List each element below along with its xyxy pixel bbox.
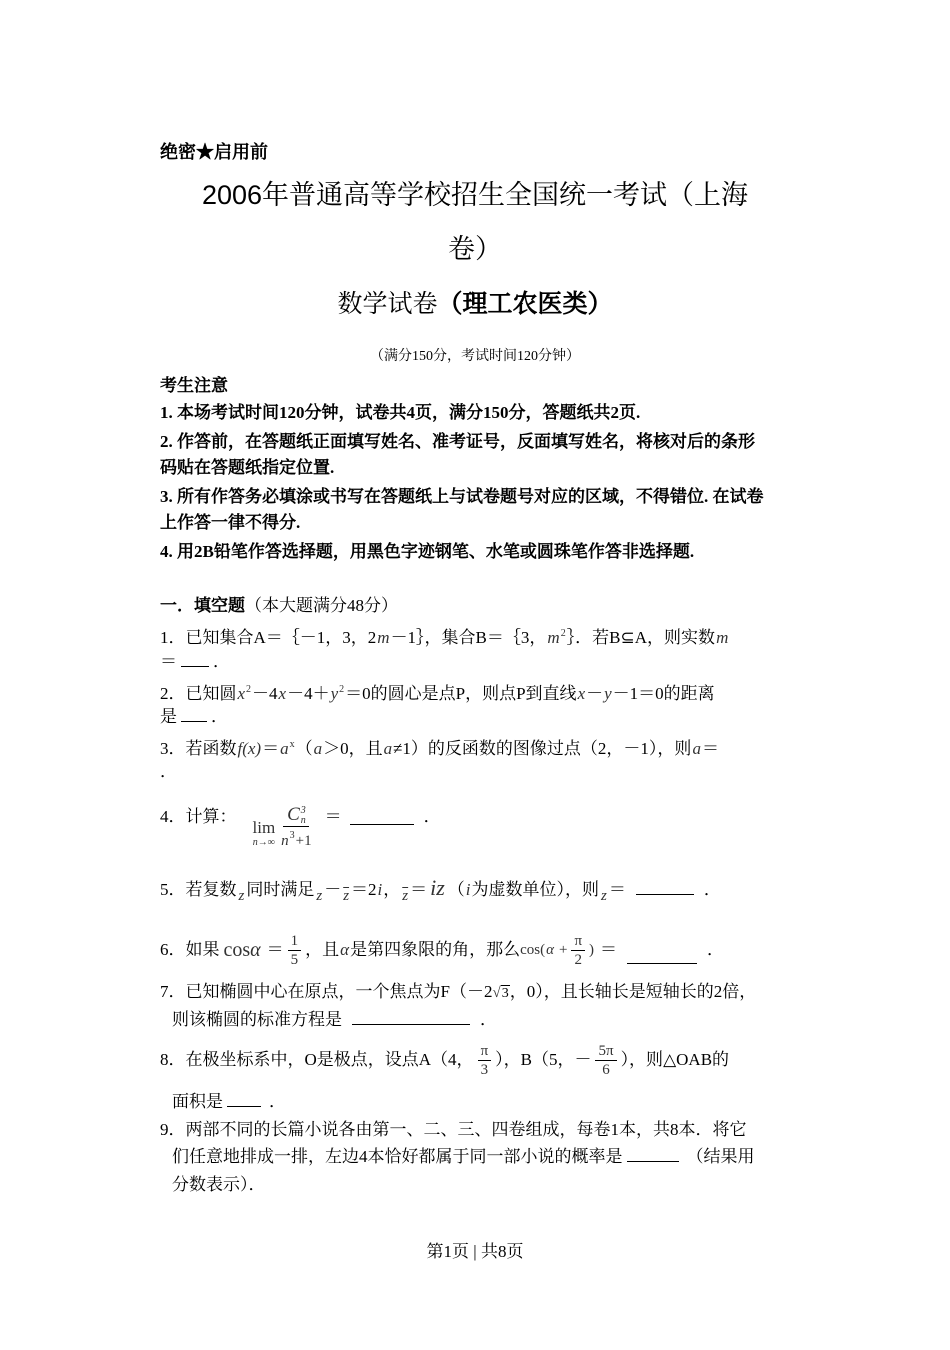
question-1-line-2 [160, 651, 230, 673]
fraction-numerator [283, 803, 309, 828]
period: ． [160, 762, 177, 781]
subtitle-category: （理工农医类） [437, 290, 613, 318]
question-text: 8．在极坐标系中，O是极点，设点A（4， [160, 1050, 474, 1069]
question-text: －1＝0的距离 [612, 684, 715, 703]
question-5 [160, 877, 721, 902]
question-6 [160, 930, 724, 970]
question-text: － [586, 684, 604, 703]
answer-blank [352, 1010, 470, 1025]
question-text: 面积是 [172, 1092, 223, 1111]
imaginary-unit: i [377, 880, 383, 899]
question-text: 是第四象限的角，那么 [350, 940, 521, 959]
fraction-numerator: 5π [595, 1042, 616, 1061]
question-8-line-1 [160, 1038, 729, 1082]
fraction-pi-over-two [571, 932, 585, 969]
combination-subscript: n [300, 815, 306, 827]
fraction-denominator [277, 827, 314, 850]
period: ． [480, 1010, 497, 1029]
question-text: 1．已知集合A＝｛－1，3，2 [160, 628, 377, 647]
equals-sign: ＝ [701, 739, 719, 758]
denominator-constant: +1 [295, 833, 312, 850]
variable-alpha: α [546, 942, 554, 958]
equals-sign: ＝ [600, 940, 618, 959]
question-text: 2．已知圆 [160, 684, 237, 703]
question-text: －4 [252, 684, 278, 703]
question-7-line-1 [160, 981, 756, 1005]
minus-sign: － [324, 880, 342, 899]
answer-blank [181, 652, 209, 667]
page-footer: 第1页 | 共8页 [426, 1242, 524, 1261]
answer-blank [227, 1092, 261, 1107]
variable-x: x [278, 684, 287, 703]
question-text: ｝．若B⊆A，则实数 [566, 628, 716, 647]
limit-subscript: n→∞ [252, 837, 275, 848]
plus-sign: + [558, 942, 568, 958]
question-text: （ [295, 739, 313, 758]
square-root-sign: √ [492, 985, 501, 1001]
question-text: ），B（5，－ [495, 1050, 592, 1069]
question-1-line-1 [160, 623, 729, 649]
variable-a: a [692, 739, 701, 758]
exponent: 2 [246, 684, 252, 695]
answer-blank [636, 880, 694, 895]
question-text: ，0），且长轴长是短轴长的2倍， [509, 982, 757, 1001]
equals-sign: ＝ [160, 652, 177, 671]
exponent: 2 [339, 684, 345, 695]
variable-x: x [577, 684, 586, 703]
equals-sign: ＝ [608, 880, 626, 899]
question-text: ≠1）的反函数的图像过点（2，－1），则 [393, 739, 692, 758]
answer-blank [181, 707, 207, 722]
variable-m: m [547, 628, 560, 647]
notice-line: 码贴在答题纸指定位置. [160, 458, 335, 477]
notice-line: 1. 本场考试时间120分钟，试卷共4页，满分150分，答题纸共2页. [160, 403, 641, 422]
period: ． [707, 940, 725, 959]
period: ． [703, 880, 721, 899]
notice-heading: 考生注意 [160, 376, 228, 395]
variable-y: y [330, 684, 339, 703]
answer-blank [627, 949, 697, 964]
question-text: （结果用 [686, 1147, 755, 1166]
variable-alpha: α [340, 940, 350, 959]
question-9-line-1: 9．两部不同的长篇小说各由第一、二、三、四卷组成，每卷1本，共8本．将它 [160, 1120, 747, 1139]
question-text: 则该椭圆的标准方程是 [172, 1010, 342, 1029]
question-text: 3．若函数 [160, 739, 237, 758]
question-text: ），则 [620, 1050, 664, 1069]
period: ． [423, 807, 441, 826]
question-text: （ [447, 880, 465, 899]
combination-superscript: 3 [300, 805, 306, 817]
closing-parenthesis: ) [589, 942, 595, 958]
cosine-function: cos( [520, 942, 546, 958]
variable-n: n [281, 833, 289, 850]
notice-line: 2. 作答前，在答题纸正面填写姓名、准考证号，反面填写姓名，将核对后的条形 [160, 432, 755, 451]
variable-z-conjugate: $\overline{z}$ [343, 888, 350, 904]
equals-sign: ＝ [262, 739, 280, 758]
subtitle-main: 数学试卷 [337, 290, 438, 318]
combination-indices [301, 806, 306, 826]
fraction-five-pi-over-six [595, 1042, 616, 1079]
variable-a: a [383, 739, 393, 758]
exam-title-line-1: 2006年普通高等学校招生全国统一考试（上海 [201, 180, 749, 210]
equals-sign: ＝ [324, 807, 342, 826]
fraction-numerator: π [571, 932, 585, 951]
variable-a: a [280, 739, 289, 758]
equals-sign: ＝ [410, 880, 428, 899]
fraction-denominator: 3 [480, 1061, 489, 1078]
question-3-line-1 [160, 734, 719, 760]
cosine-function: cos [223, 939, 251, 961]
question-2-line-2 [160, 706, 228, 728]
question-text: 是 [160, 707, 177, 726]
section-1-heading [160, 595, 398, 617]
period: ． [213, 652, 230, 671]
section-note: （本大题满分48分） [245, 596, 398, 615]
question-text: 们任意地排成一排，左边4本恰好都属于同一部小说的概率是 [172, 1147, 623, 1166]
fraction-numerator: 1 [288, 932, 302, 951]
question-text: －1｝，集合B＝｛3， [390, 628, 547, 647]
answer-blank [627, 1147, 679, 1162]
question-7-line-2 [172, 1009, 497, 1031]
question-text: ， [383, 880, 401, 899]
answer-blank [350, 810, 414, 825]
question-3-line-2 [160, 761, 177, 783]
question-9-line-2 [172, 1146, 755, 1168]
exam-info: （满分150分，考试时间120分钟） [370, 349, 580, 364]
variable-y: y [604, 684, 612, 703]
expression-iz: iz [430, 875, 445, 900]
paper-subtitle [0, 288, 950, 320]
question-text: ，且 [305, 940, 340, 959]
fraction-one-fifth [288, 932, 302, 969]
confidential-label: 绝密★启用前 [160, 142, 268, 162]
question-text: 7．已知椭圆中心在原点，一个焦点为F（－2 [160, 982, 493, 1001]
exponent: x [289, 739, 295, 750]
question-9-line-3: 分数表示）． [172, 1175, 266, 1194]
question-text: ＝0的圆心是点P，则点P到直线 [345, 684, 577, 703]
notice-line: 上作答一律不得分. [160, 513, 301, 532]
fraction-pi-over-three [478, 1042, 492, 1079]
square-root-argument: 3 [501, 986, 509, 1001]
fraction-denominator: 2 [574, 951, 582, 968]
variable-x: x [237, 684, 246, 703]
section-title: 一．填空题 [160, 596, 245, 615]
exponent: 3 [289, 830, 295, 842]
question-text: －4＋ [287, 684, 330, 703]
combination-symbol: C [287, 803, 300, 825]
question-text: ＞0，且 [323, 739, 383, 758]
question-2-line-1 [160, 679, 715, 705]
variable-z: z [316, 888, 323, 904]
period: ． [269, 1092, 286, 1111]
variable-z: z [238, 888, 245, 904]
question-text: ＝2 [351, 880, 377, 899]
variable-a: a [313, 739, 323, 758]
variable-m: m [377, 628, 390, 647]
question-text: 为虚数单位），则 [471, 880, 600, 899]
limit-word: lim [252, 818, 276, 837]
question-8-line-2 [172, 1091, 286, 1113]
period: ． [211, 707, 228, 726]
question-text: 同时满足 [246, 880, 315, 899]
question-text: 5．若复数 [160, 880, 237, 899]
notice-line: 4. 用2B铅笔作答选择题，用黑色字迹钢笔、水笔或圆珠笔作答非选择题. [160, 542, 695, 561]
triangle-label: △OAB的 [663, 1050, 730, 1069]
limit-fraction [277, 803, 314, 851]
variable-m: m [716, 628, 729, 647]
question-4 [160, 796, 441, 854]
exponent: 2 [560, 628, 566, 639]
variable-z: z [601, 888, 607, 904]
limit-operator [253, 819, 276, 849]
notice-line: 3. 所有作答务必填涂或书写在答题纸上与试卷题号对应的区域，不得错位. 在试卷 [160, 487, 764, 506]
question-text: 4．计算： [160, 807, 237, 826]
function-f-of-x: f(x) [237, 739, 262, 758]
question-text: 6．如果 [160, 940, 220, 959]
equals-sign: ＝ [266, 940, 284, 959]
fraction-numerator: π [478, 1042, 492, 1061]
variable-z-conjugate: $\overline{z}$ [402, 888, 409, 904]
imaginary-unit: i [465, 880, 471, 899]
fraction-denominator: 5 [290, 951, 299, 968]
fraction-denominator: 6 [602, 1061, 610, 1078]
exam-title-line-2: 卷） [448, 234, 502, 264]
variable-alpha: α [250, 939, 261, 961]
